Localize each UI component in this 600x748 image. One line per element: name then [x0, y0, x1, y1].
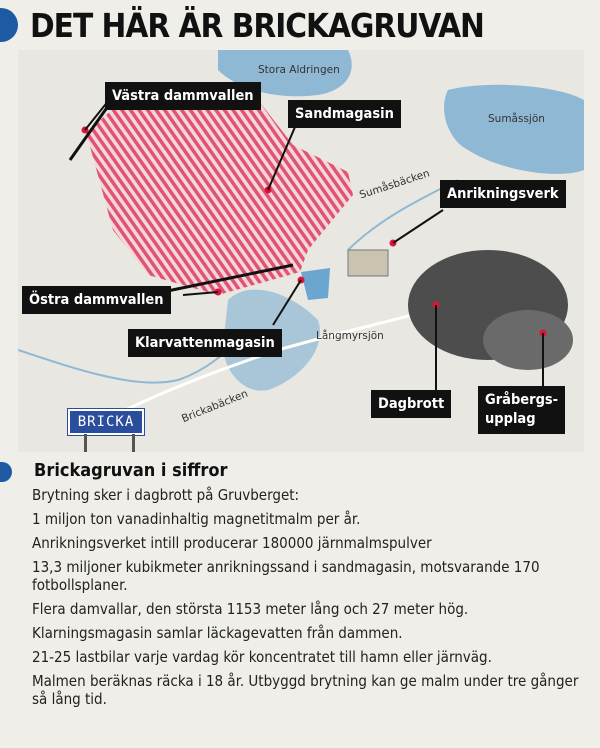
label-ostra-dammvallen: Östra dammvallen — [22, 286, 171, 314]
label-grabergsupplag-line2: upplag — [485, 411, 536, 427]
page-title: DET HÄR ÄR BRICKAGRUVAN — [30, 6, 484, 45]
label-sandmagasin: Sandmagasin — [288, 100, 401, 128]
fact-item: Brytning sker i dagbrott på Gruvberget: — [32, 486, 300, 504]
header — [0, 0, 600, 52]
label-klarvattenmagasin: Klarvattenmagasin — [128, 329, 282, 357]
facts-accent-tab — [0, 462, 12, 482]
fact-item: 13,3 miljoner kubikmeter anrikningssand i sandmagasin, motsvarande 170 fotbollsplaner. — [32, 558, 540, 594]
fact-item: 1 miljon ton vanadinhaltig magnetitmalm per år. — [32, 510, 361, 528]
fact-item: Malmen beräknas räcka i 18 år. Utbyggd brytning kan ge malm under tre gånger så lång tid. — [32, 672, 579, 708]
label-grabergsupplag-line1: Gråbergs- — [485, 392, 559, 408]
geo-langmyrsjon: Långmyrsjön — [316, 330, 384, 342]
label-vastra-dammvallen: Västra dammvallen — [105, 82, 261, 110]
sign-post-right — [132, 434, 135, 452]
label-grabergsupplag — [478, 386, 565, 434]
facts-section — [18, 458, 584, 714]
lake-sumassjon — [444, 85, 584, 174]
label-dagbrott: Dagbrott — [371, 390, 451, 418]
fact-item: Anrikningsverket intill producerar 180000 järnmalmspulver — [32, 534, 432, 552]
lake-klarvatten — [301, 268, 330, 300]
label-anrikningsverk: Anrikningsverk — [440, 180, 566, 208]
geo-sumassjon: Sumåssjön — [488, 113, 545, 125]
plant-building — [348, 250, 388, 276]
geo-stora-aldringen: Stora Aldringen — [258, 64, 340, 76]
geo-sumasbacken: Sumåsbäcken — [358, 167, 432, 202]
waste-rock-shape — [483, 310, 573, 370]
town-sign-bricka: BRICKA — [68, 409, 144, 435]
geo-brickabacken: Brickabäcken — [180, 387, 250, 426]
map — [18, 50, 584, 452]
facts-header — [18, 458, 584, 486]
header-accent-tab — [0, 8, 18, 42]
fact-item: 21-25 lastbilar varje vardag kör koncentratet till hamn eller järnväg. — [32, 648, 492, 666]
fact-item: Flera damvallar, den största 1153 meter lång och 27 meter hög. — [32, 600, 469, 618]
sign-post-left — [84, 434, 87, 452]
facts-heading: Brickagruvan i siffror — [34, 460, 228, 481]
fact-item: Klarningsmagasin samlar läckagevatten från dammen. — [32, 624, 403, 642]
